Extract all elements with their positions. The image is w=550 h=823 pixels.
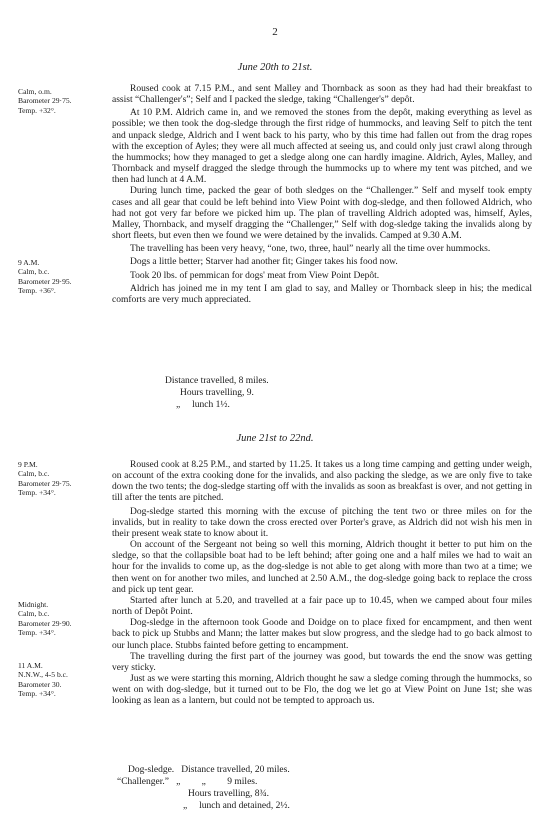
weather-line: Temp. +32°. xyxy=(18,105,56,115)
paragraph: Roused cook at 8.25 P.M., and started by 11.25. It takes us a long time camping and getting under weigh, on account of the extra cooking done for the invalids, and also packing the sledge, as we are only five to take down the two tents; the dog-sledge starting off with the invalids as soon as breakfast is over, and not getting in till after the tents are pitched. xyxy=(112,460,532,504)
hours-total: Hours travelling, 8¾. xyxy=(188,789,270,799)
weather-line: Barometer 29·95. xyxy=(18,276,72,286)
weather-line: Calm, b.c. xyxy=(18,469,50,479)
weather-line: 11 A.M. xyxy=(18,661,43,670)
paragraph: During lunch time, packed the gear of both sledges on the “Challenger.” Self and myself took empty cases and all gear that could be left behind into View Point with dog-sledge, and then followed Aldrich, who had not got very far before we picked him up. The plan of travelling Aldrich adopted was, himself, Ayles, Malley, Thornback, and myself dragging the “Challenger,” Self with dog-sledge taking the invalids along by short fleets, but even then we found we were detained by the invalids. Camped at 9.30 A.M. xyxy=(112,186,532,242)
weather-line: Midnight. xyxy=(18,600,49,609)
paragraph: At 10 P.M. Aldrich came in, and we removed the stones from the depôt, making everything as level as possible; we then took the dog-sledge through the first ridge of hummocks, and leaving Self to pitch the tent and unpack sledge, Aldrich and I went back to his party, who by this time had fallen out from the drag ropes with the exception of Ayles; they were all much affected at seeing us, and could only just crawl along through the hummocks; how they managed to get a sledge along one can hardly imagine. Aldrich, Ayles, Malley, and Thornback and myself dragged the sledge through the hummocks up to where my tent was pitched, and we then had lunch at 4 A.M. xyxy=(112,108,532,186)
section-heading-june-21: June 21st to 22nd. xyxy=(236,433,314,444)
paragraph: Aldrich has joined me in my tent I am glad to say, and Malley or Thornback sleep in his; the medical comforts are very much appreciated. xyxy=(112,283,532,305)
weather-line: Temp. +36°. xyxy=(18,286,56,296)
weather-line: Calm, b.c. xyxy=(18,267,50,277)
weather-line: Barometer 29·90. xyxy=(18,618,72,628)
lunch-total: „ lunch and detained, 2½. xyxy=(183,801,290,811)
weather-line: Temp. +34°. xyxy=(18,689,56,699)
paragraph: The travelling during the first part of the journey was good, but towards the end the snow was getting very sticky. xyxy=(112,651,532,673)
paragraph: Took 20 lbs. of pemmican for dogs' meat from View Point Depôt. xyxy=(130,270,380,281)
paragraph: Dog-sledge started this morning with the excuse of pitching the tent two or three miles on for the invalids, but in reality to take down the cross erected over Porter's grave, as Aldrich did not wish his men in their present weak state to know about it. xyxy=(112,506,532,539)
page-number: 2 xyxy=(272,26,278,38)
weather-note-evening xyxy=(18,87,110,115)
weather-line: 9 P.M. xyxy=(18,460,38,469)
weather-line: Barometer 29·75. xyxy=(18,96,72,106)
distance-total: Distance travelled, 8 miles. xyxy=(165,376,269,386)
weather-line: Temp. +34°. xyxy=(18,628,56,638)
paragraph: Started after lunch at 5.20, and travelled at a fair pace up to 10.45, when we camped about four miles north of Depôt Point. xyxy=(112,595,532,618)
challenger-distance: “Challenger.” „ „ 9 miles. xyxy=(117,777,258,787)
paragraph: The travelling has been very heavy, “one, two, three, haul” nearly all the time over hummocks. xyxy=(130,244,491,255)
section2-body xyxy=(112,460,532,707)
section1-body xyxy=(112,84,532,306)
weather-line: Barometer 30. xyxy=(18,679,62,689)
weather-note-9pm xyxy=(18,460,110,498)
paragraph: On account of the Sergeant not being so well this morning, Aldrich thought it better to put him on the sledge, so that the collapsible boat had to be left behind; after going one and a half miles we had to wait an hour for the invalids to come up, as the dog-sledge is not able to get along with more than two at a time; we then went on for another two miles, and lunched at 2.50 A.M., the dog-sledge going back to replace the cross and pick up tent gear. xyxy=(112,540,532,595)
paragraph: Dogs a little better; Starver had another fit; Ginger takes his food now. xyxy=(130,257,398,268)
paragraph: Dog-sledge in the afternoon took Goode and Doidge on to place fixed for encampment, and then went back to pick up Stubbs and Mann; the latter makes but slow progress, and the sledge had to go back almost to our lunch place. Stubbs fainted before getting to encampment. xyxy=(112,618,532,651)
lunch-total: „ lunch 1½. xyxy=(176,400,230,410)
weather-line: Temp. +34°. xyxy=(18,488,56,498)
weather-line: N.N.W., 4-5 b.c. xyxy=(18,670,68,680)
paragraph: Roused cook at 7.15 P.M., and sent Malley and Thornback as soon as they had had their breakfast to assist “Challenger's”; Self and I packed the sledge, taking “Challenger's” depôt. xyxy=(112,84,532,106)
weather-line: Calm, o.m. xyxy=(18,87,52,96)
weather-line: 9 A.M. xyxy=(18,258,40,267)
dog-sledge-distance: Dog-sledge. Distance travelled, 20 miles. xyxy=(128,765,290,775)
weather-note-morning xyxy=(18,258,110,296)
hours-total: Hours travelling, 9. xyxy=(180,388,254,398)
weather-line: Barometer 29·75. xyxy=(18,478,72,488)
weather-line: Calm, b.c. xyxy=(18,609,50,619)
section-heading-june-20: June 20th to 21st. xyxy=(237,62,313,73)
weather-note-midnight xyxy=(18,600,110,638)
paragraph: Just as we were starting this morning, Aldrich thought he saw a sledge coming through the hummocks, so went on with dog-sledge, but it turned out to be Flo, the dog we let go at View Point on June 1st; she was looking as lean as a lantern, but could not be tempted to approach us. xyxy=(112,673,532,707)
weather-note-11am xyxy=(18,661,110,699)
